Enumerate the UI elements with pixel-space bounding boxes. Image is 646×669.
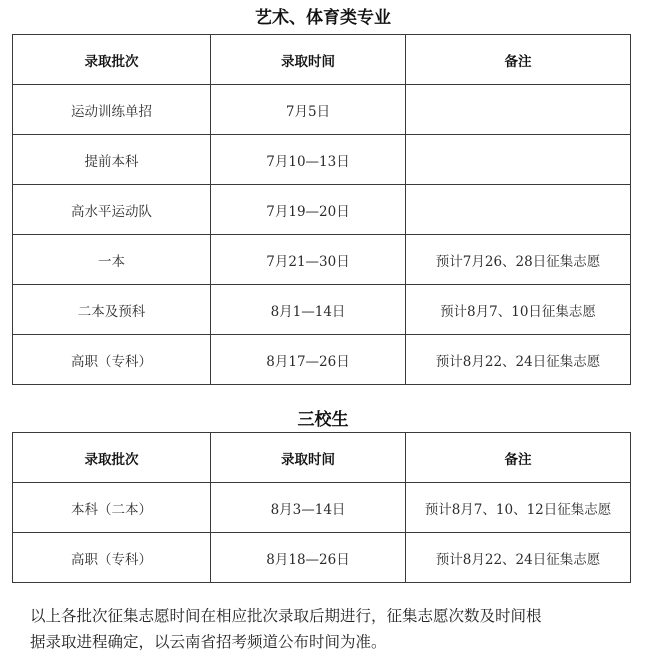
column-header-batch: 录取批次 <box>13 35 211 85</box>
note-cell <box>406 135 631 185</box>
admission-schedule-table-arts-sports <box>12 34 631 385</box>
table-row <box>13 483 631 533</box>
footnote-paragraph <box>30 603 630 655</box>
column-header-note: 备注 <box>406 433 631 483</box>
footnote-line: 据录取进程确定，以云南省招考频道公布时间为准。 <box>30 633 387 651</box>
note-cell: 预计8月7、10、12日征集志愿 <box>406 483 631 533</box>
batch-cell: 一本 <box>13 235 211 285</box>
table-row <box>13 85 631 135</box>
batch-cell: 提前本科 <box>13 135 211 185</box>
column-header-note: 备注 <box>406 35 631 85</box>
note-cell <box>406 185 631 235</box>
table-header-row <box>13 433 631 483</box>
table-row <box>13 533 631 583</box>
table-row <box>13 285 631 335</box>
note-cell: 预计8月22、24日征集志愿 <box>406 335 631 385</box>
section-title-three-schools: 三校生 <box>297 410 349 430</box>
table-header-row <box>13 35 631 85</box>
column-header-batch: 录取批次 <box>13 433 211 483</box>
column-header-time: 录取时间 <box>211 35 406 85</box>
batch-cell: 运动训练单招 <box>13 85 211 135</box>
batch-cell: 高职（专科） <box>13 533 211 583</box>
note-cell <box>406 85 631 135</box>
table-row <box>13 235 631 285</box>
time-cell: 7月5日 <box>211 85 406 135</box>
note-cell: 预计8月22、24日征集志愿 <box>406 533 631 583</box>
time-cell: 8月17—26日 <box>211 335 406 385</box>
batch-cell: 高水平运动队 <box>13 185 211 235</box>
column-header-time: 录取时间 <box>211 433 406 483</box>
batch-cell: 高职（专科） <box>13 335 211 385</box>
time-cell: 7月19—20日 <box>211 185 406 235</box>
batch-cell: 本科（二本） <box>13 483 211 533</box>
admission-schedule-table-three-schools <box>12 432 631 583</box>
table-row <box>13 185 631 235</box>
batch-cell: 二本及预科 <box>13 285 211 335</box>
time-cell: 8月1—14日 <box>211 285 406 335</box>
table-row <box>13 135 631 185</box>
time-cell: 8月3—14日 <box>211 483 406 533</box>
section-title-arts-sports: 艺术、体育类专业 <box>255 8 391 28</box>
table-row <box>13 335 631 385</box>
time-cell: 7月21—30日 <box>211 235 406 285</box>
footnote-line: 以上各批次征集志愿时间在相应批次录取后期进行，征集志愿次数及时间根 <box>30 607 542 625</box>
time-cell: 7月10—13日 <box>211 135 406 185</box>
note-cell: 预计8月7、10日征集志愿 <box>406 285 631 335</box>
note-cell: 预计7月26、28日征集志愿 <box>406 235 631 285</box>
time-cell: 8月18—26日 <box>211 533 406 583</box>
